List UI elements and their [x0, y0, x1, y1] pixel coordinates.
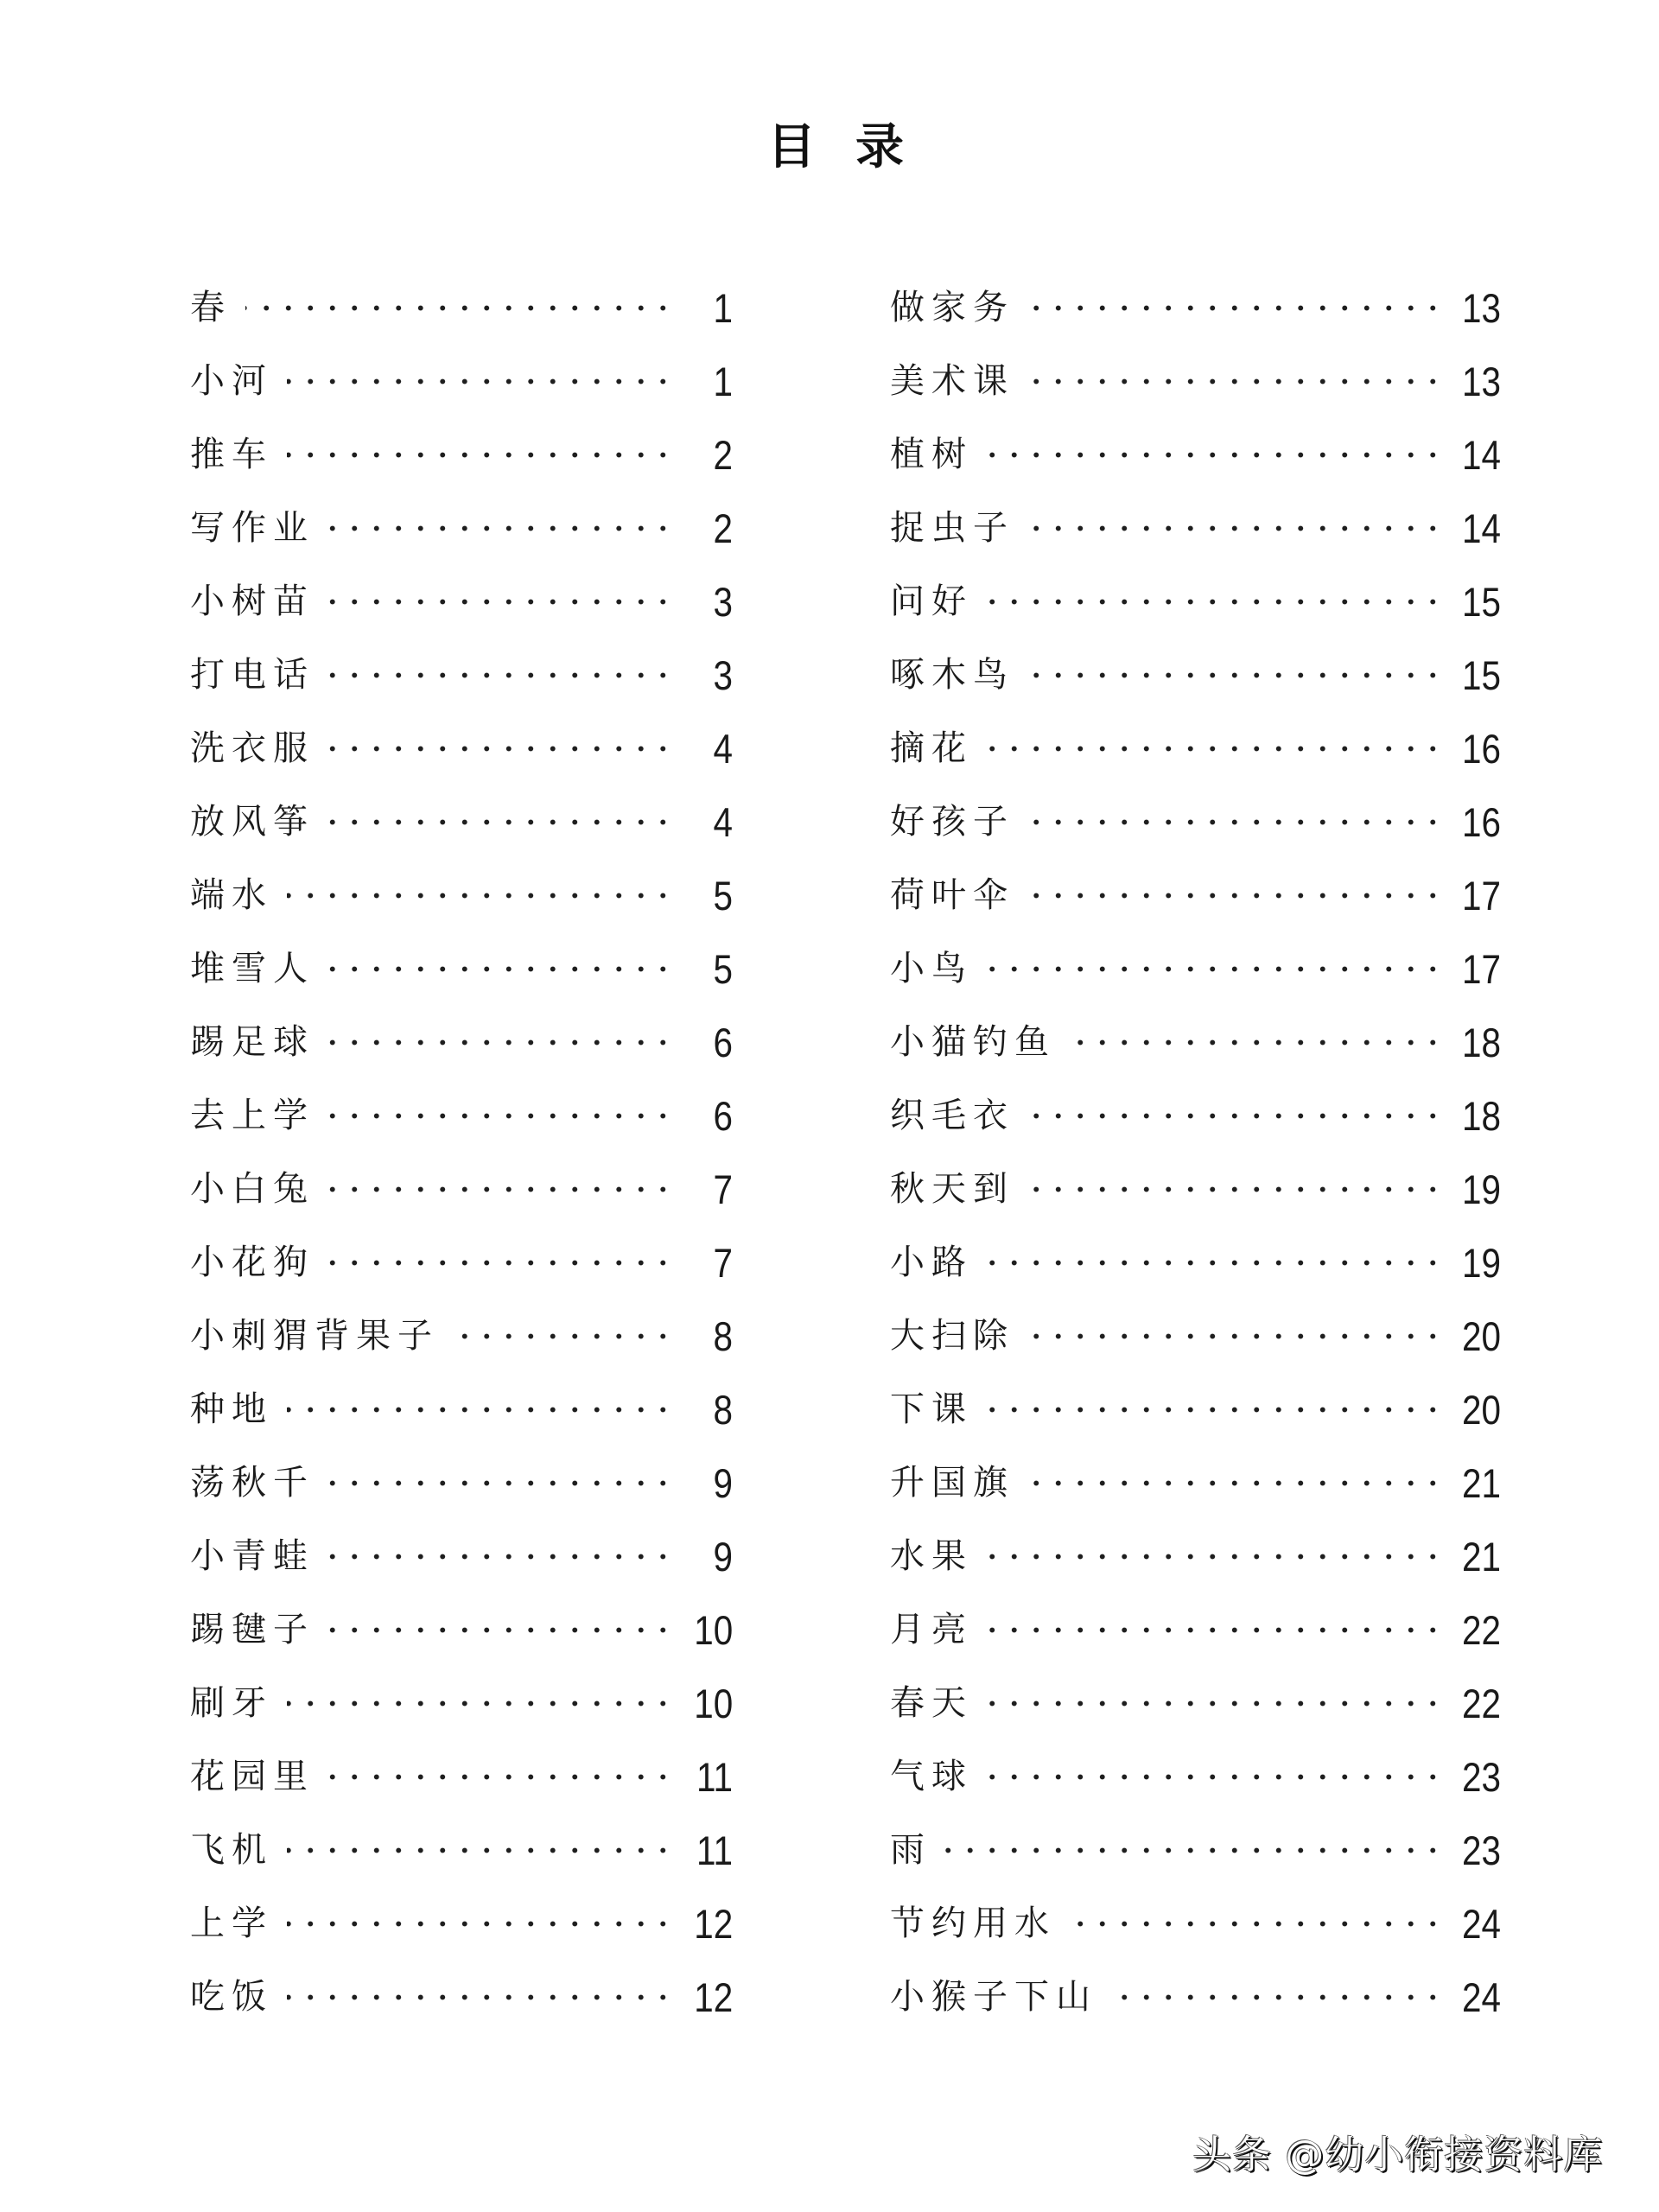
toc-entry[interactable] [890, 1006, 1501, 1079]
dot-leader [1070, 1887, 1444, 1961]
toc-entry-title: 吃饭 [190, 1977, 273, 2017]
dot-leader [287, 1373, 674, 1446]
toc-entry-page: 15 [1462, 579, 1501, 625]
toc-entry-title: 小刺猬背果子 [190, 1316, 439, 1356]
toc-entry-title: 美术课 [890, 361, 1014, 401]
dot-leader [328, 492, 674, 565]
toc-entry-page: 13 [1462, 359, 1501, 404]
toc-entry[interactable] [190, 1226, 733, 1300]
toc-entry-title: 小河 [190, 361, 273, 401]
toc-entry[interactable] [890, 712, 1501, 785]
toc-entry-page: 6 [713, 1093, 733, 1139]
dot-leader [1028, 639, 1444, 712]
toc-entry-title: 做家务 [890, 288, 1014, 327]
dot-leader [987, 1667, 1444, 1740]
dot-leader [987, 932, 1444, 1006]
toc-entry-page: 9 [713, 1534, 733, 1580]
dot-leader [287, 345, 674, 418]
toc-entry[interactable] [890, 1887, 1501, 1961]
toc-entry-title: 种地 [190, 1389, 273, 1429]
dot-leader [987, 1740, 1444, 1814]
toc-entry[interactable] [190, 492, 733, 565]
dot-leader [1028, 859, 1444, 932]
dot-leader [1028, 1153, 1444, 1226]
page-title [0, 118, 1659, 178]
toc-entry-title: 春天 [890, 1683, 973, 1723]
toc-entry-page: 20 [1462, 1313, 1501, 1359]
toc-entry[interactable] [190, 785, 733, 859]
toc-entry[interactable] [890, 639, 1501, 712]
toc-entry-title: 花园里 [190, 1757, 315, 1796]
dot-leader [987, 1226, 1444, 1300]
toc-entry-title: 小猫钓鱼 [890, 1022, 1056, 1062]
toc-entry-page: 5 [713, 946, 733, 992]
watermark: 头条 @幼小衔接资料库 [1192, 2132, 1604, 2177]
dot-leader [1028, 345, 1444, 418]
toc-entry-page: 16 [1462, 726, 1501, 772]
dot-leader [287, 1961, 674, 2034]
toc-entry-title: 升国旗 [890, 1463, 1014, 1503]
toc-entry-page: 18 [1462, 1020, 1501, 1065]
toc-entry-page: 23 [1462, 1827, 1501, 1873]
toc-entry-title: 上学 [190, 1904, 273, 1943]
toc-entry-page: 22 [1462, 1607, 1501, 1653]
toc-entry[interactable] [890, 1740, 1501, 1814]
toc-entry-page: 17 [1462, 946, 1501, 992]
dot-leader [1028, 492, 1444, 565]
toc-entry-title: 织毛衣 [890, 1096, 1014, 1135]
toc-entry[interactable] [190, 1153, 733, 1226]
toc-entry-page: 19 [1462, 1240, 1501, 1286]
toc-entry-page: 8 [713, 1387, 733, 1433]
toc-entry-page: 12 [694, 1974, 734, 2020]
dot-leader [987, 1520, 1444, 1593]
toc-entry[interactable] [190, 1593, 733, 1667]
toc-entry-page: 7 [713, 1166, 733, 1212]
toc-entry[interactable] [890, 492, 1501, 565]
toc-entry-title: 小树苗 [190, 582, 315, 621]
toc-entry[interactable] [190, 1300, 733, 1373]
toc-entry-page: 10 [694, 1681, 734, 1726]
toc-entry-title: 推车 [190, 435, 273, 474]
dot-leader [1028, 1300, 1444, 1373]
toc-entry-title: 春 [190, 288, 232, 327]
dot-leader [328, 1593, 674, 1667]
toc-entry-title: 荷叶伞 [890, 875, 1014, 915]
toc-right-column [890, 271, 1501, 2034]
toc-entry[interactable] [190, 1961, 733, 2034]
toc-entry-title: 气球 [890, 1757, 973, 1796]
toc-entry[interactable] [890, 785, 1501, 859]
dot-leader [1028, 1079, 1444, 1153]
toc-entry-title: 小鸟 [890, 949, 973, 988]
toc-entry-page: 5 [713, 873, 733, 918]
toc-entry-page: 1 [713, 285, 733, 331]
toc-entry-title: 洗衣服 [190, 728, 315, 768]
toc-entry-title: 下课 [890, 1389, 973, 1429]
toc-entry[interactable] [890, 1446, 1501, 1520]
toc-entry-title: 秋天到 [890, 1169, 1014, 1209]
toc-entry[interactable] [190, 345, 733, 418]
toc-entry-title: 小白兔 [190, 1169, 315, 1209]
toc-entry-page: 9 [713, 1460, 733, 1506]
toc-entry-title: 节约用水 [890, 1904, 1056, 1943]
toc-entry[interactable] [890, 565, 1501, 639]
toc-entry[interactable] [190, 1667, 733, 1740]
toc-entry[interactable] [890, 859, 1501, 932]
toc-entry[interactable] [190, 712, 733, 785]
toc-entry-title: 植树 [890, 435, 973, 474]
dot-leader [328, 932, 674, 1006]
dot-leader [1028, 271, 1444, 345]
toc-entry-title: 大扫除 [890, 1316, 1014, 1356]
dot-leader [1028, 1446, 1444, 1520]
toc-entry-title: 踢足球 [190, 1022, 315, 1062]
toc-entry[interactable] [190, 1814, 733, 1887]
toc-entry-page: 16 [1462, 799, 1501, 845]
toc-entry-page: 6 [713, 1020, 733, 1065]
dot-leader [328, 1153, 674, 1226]
toc-entry[interactable] [890, 1373, 1501, 1446]
toc-entry[interactable] [890, 1153, 1501, 1226]
toc-entry[interactable] [890, 1226, 1501, 1300]
toc-entry-page: 21 [1462, 1534, 1501, 1580]
toc-entry-page: 13 [1462, 285, 1501, 331]
toc-entry-page: 3 [713, 579, 733, 625]
toc-entry-title: 水果 [890, 1536, 973, 1576]
dot-leader [287, 418, 674, 492]
toc-entry-title: 雨 [890, 1830, 931, 1870]
toc-left-column [190, 271, 733, 2034]
dot-leader [987, 1373, 1444, 1446]
toc-entry[interactable] [890, 932, 1501, 1006]
toc-entry-page: 20 [1462, 1387, 1501, 1433]
toc-entry-page: 22 [1462, 1681, 1501, 1726]
dot-leader [1028, 785, 1444, 859]
toc-entry[interactable] [190, 1740, 733, 1814]
toc-entry-page: 24 [1462, 1974, 1501, 2020]
toc-entry[interactable] [890, 1079, 1501, 1153]
dot-leader [328, 1079, 674, 1153]
toc-entry-title: 打电话 [190, 655, 315, 695]
toc-entry-title: 去上学 [190, 1096, 315, 1135]
toc-entry-page: 18 [1462, 1093, 1501, 1139]
dot-leader [1070, 1006, 1444, 1079]
toc-entry-title: 捉虫子 [890, 508, 1014, 548]
toc-entry-page: 7 [713, 1240, 733, 1286]
toc-entry-page: 4 [713, 799, 733, 845]
toc-entry-page: 2 [713, 505, 733, 551]
toc-entry[interactable] [190, 271, 733, 345]
dot-leader [328, 1226, 674, 1300]
toc-entry-page: 10 [694, 1607, 734, 1653]
dot-leader [328, 1520, 674, 1593]
dot-leader [328, 565, 674, 639]
toc-entry[interactable] [890, 1593, 1501, 1667]
dot-leader [328, 785, 674, 859]
toc-entry-title: 踢毽子 [190, 1610, 315, 1649]
dot-leader [328, 639, 674, 712]
toc-entry-page: 17 [1462, 873, 1501, 918]
toc-entry-title: 堆雪人 [190, 949, 315, 988]
toc-entry-title: 月亮 [890, 1610, 973, 1649]
dot-leader [453, 1300, 674, 1373]
dot-leader [945, 1814, 1444, 1887]
toc-entry-page: 14 [1462, 505, 1501, 551]
dot-leader [245, 271, 674, 345]
dot-leader [287, 1814, 674, 1887]
toc-entry[interactable] [190, 1079, 733, 1153]
toc-entry-page: 23 [1462, 1754, 1501, 1800]
toc-entry-page: 15 [1462, 652, 1501, 698]
toc-entry[interactable] [890, 1667, 1501, 1740]
toc-entry-page: 4 [713, 726, 733, 772]
toc-entry[interactable] [190, 1373, 733, 1446]
toc-entry[interactable] [890, 1814, 1501, 1887]
dot-leader [328, 1006, 674, 1079]
toc-entry[interactable] [190, 859, 733, 932]
dot-leader [328, 1740, 674, 1814]
toc-entry-title: 小青蛙 [190, 1536, 315, 1576]
toc-entry-page: 11 [696, 1827, 733, 1873]
toc-entry[interactable] [890, 1300, 1501, 1373]
toc-entry-title: 飞机 [190, 1830, 273, 1870]
dot-leader [987, 418, 1444, 492]
toc-entry-title: 荡秋千 [190, 1463, 315, 1503]
toc-entry-title: 摘花 [890, 728, 973, 768]
toc-entry-page: 8 [713, 1313, 733, 1359]
toc-entry-page: 19 [1462, 1166, 1501, 1212]
toc-entry-page: 12 [694, 1901, 734, 1947]
toc-entry-page: 3 [713, 652, 733, 698]
dot-leader [1111, 1961, 1444, 2034]
toc-entry-page: 2 [713, 432, 733, 478]
toc-entry-page: 1 [713, 359, 733, 404]
toc-entry[interactable] [890, 1520, 1501, 1593]
dot-leader [287, 1667, 674, 1740]
dot-leader [287, 859, 674, 932]
toc-entry[interactable] [190, 1520, 733, 1593]
dot-leader [987, 1593, 1444, 1667]
dot-leader [987, 712, 1444, 785]
toc-entry-page: 24 [1462, 1901, 1501, 1947]
toc-entry-page: 21 [1462, 1460, 1501, 1506]
toc-entry[interactable] [890, 418, 1501, 492]
dot-leader [987, 565, 1444, 639]
toc-entry[interactable] [190, 639, 733, 712]
dot-leader [287, 1887, 674, 1961]
toc-entry-title: 端水 [190, 875, 273, 915]
toc-entry[interactable] [190, 1887, 733, 1961]
dot-leader [328, 1446, 674, 1520]
page-title-char: 录 [855, 119, 904, 175]
toc-entry-title: 刷牙 [190, 1683, 273, 1723]
toc-entry-title: 放风筝 [190, 802, 315, 842]
toc-entry[interactable] [190, 1006, 733, 1079]
toc-entry-title: 问好 [890, 582, 973, 621]
toc-entry[interactable] [890, 1961, 1501, 2034]
page-title-char: 目 [767, 119, 816, 175]
toc-entry-title: 好孩子 [890, 802, 1014, 842]
toc-entry[interactable] [890, 271, 1501, 345]
toc-entry-title: 小路 [890, 1243, 973, 1282]
toc-entry-title: 小猴子下山 [890, 1977, 1097, 2017]
toc-entry[interactable] [190, 565, 733, 639]
toc-entry-page: 14 [1462, 432, 1501, 478]
toc-entry[interactable] [190, 932, 733, 1006]
toc-entry-title: 写作业 [190, 508, 315, 548]
dot-leader [328, 712, 674, 785]
toc-entry[interactable] [190, 418, 733, 492]
toc-entry-page: 11 [696, 1754, 733, 1800]
toc-entry[interactable] [190, 1446, 733, 1520]
toc-entry-title: 啄木鸟 [890, 655, 1014, 695]
toc-entry[interactable] [890, 345, 1501, 418]
toc-entry-title: 小花狗 [190, 1243, 315, 1282]
